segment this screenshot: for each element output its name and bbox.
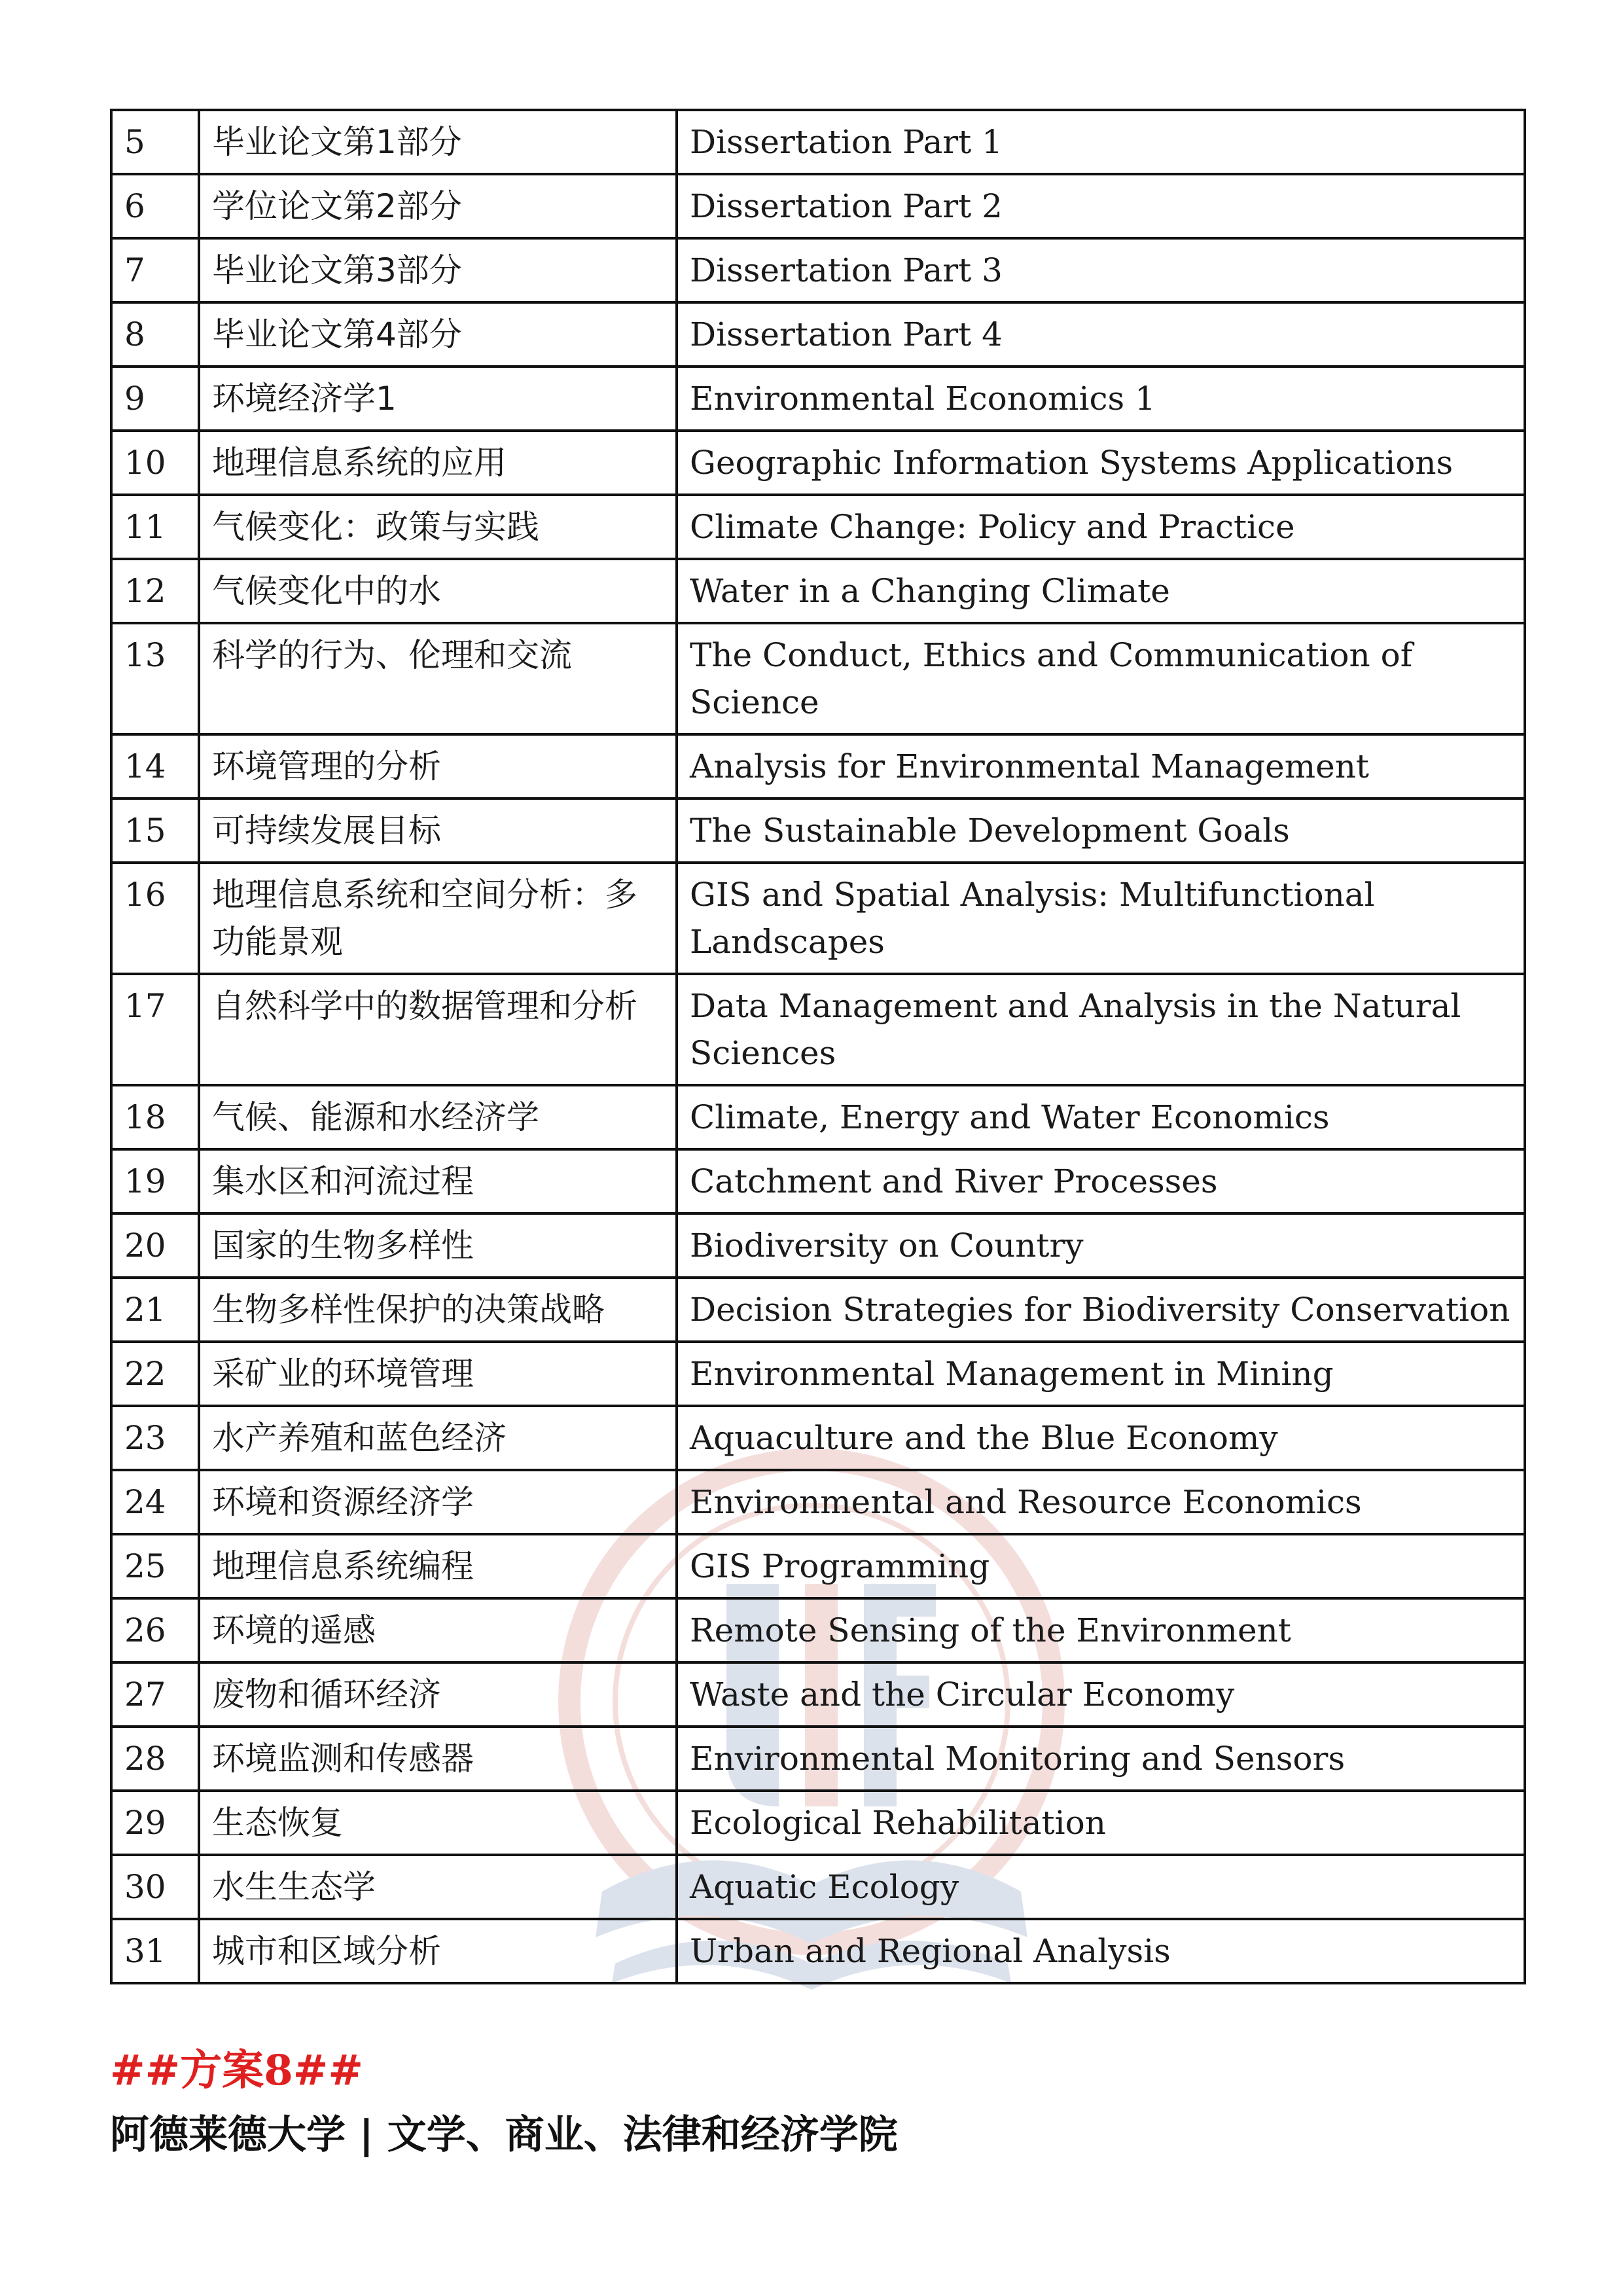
course-name-en-cell: Water in a Changing Climate: [677, 559, 1525, 623]
course-name-zh-cell: 环境经济学1: [199, 367, 677, 431]
course-name-zh-cell: 环境和资源经济学: [199, 1470, 677, 1534]
course-number-cell: 31: [111, 1919, 199, 1983]
course-name-zh-cell: 气候、能源和水经济学: [199, 1085, 677, 1149]
course-number-cell: 17: [111, 974, 199, 1085]
course-name-zh-cell: 自然科学中的数据管理和分析: [199, 974, 677, 1085]
course-name-en-cell: Aquaculture and the Blue Economy: [677, 1406, 1525, 1470]
course-name-zh-cell: 水产养殖和蓝色经济: [199, 1406, 677, 1470]
course-name-zh-cell: 环境的遥感: [199, 1598, 677, 1662]
course-name-en-cell: The Conduct, Ethics and Communication of Science: [677, 623, 1525, 734]
course-name-en-cell: Analysis for Environmental Management: [677, 734, 1525, 798]
table-row: [111, 623, 1525, 734]
course-number-cell: 11: [111, 495, 199, 559]
table-row: [111, 1406, 1525, 1470]
table-row: [111, 559, 1525, 623]
table-row: [111, 974, 1525, 1085]
table-row: [111, 1662, 1525, 1727]
course-number-cell: 30: [111, 1855, 199, 1919]
course-name-en-cell: Aquatic Ecology: [677, 1855, 1525, 1919]
table-row: [111, 1534, 1525, 1598]
course-name-zh-cell: 气候变化中的水: [199, 559, 677, 623]
course-name-en-cell: Catchment and River Processes: [677, 1149, 1525, 1213]
course-name-en-cell: GIS Programming: [677, 1534, 1525, 1598]
table-row: [111, 1213, 1525, 1278]
course-number-cell: 21: [111, 1278, 199, 1342]
table-row: [111, 1598, 1525, 1662]
course-name-en-cell: Dissertation Part 2: [677, 174, 1525, 238]
table-row: [111, 1919, 1525, 1983]
course-number-cell: 5: [111, 110, 199, 174]
course-name-zh-cell: 生态恢复: [199, 1791, 677, 1855]
table-row: [111, 734, 1525, 798]
course-name-en-cell: Environmental Economics 1: [677, 367, 1525, 431]
course-name-zh-cell: 环境管理的分析: [199, 734, 677, 798]
course-name-en-cell: Dissertation Part 3: [677, 238, 1525, 302]
table-row: [111, 302, 1525, 367]
course-name-zh-cell: 毕业论文第1部分: [199, 110, 677, 174]
table-row: [111, 1278, 1525, 1342]
course-number-cell: 23: [111, 1406, 199, 1470]
course-number-cell: 24: [111, 1470, 199, 1534]
course-number-cell: 22: [111, 1342, 199, 1406]
course-name-zh-cell: 集水区和河流过程: [199, 1149, 677, 1213]
table-row: [111, 110, 1525, 174]
course-number-cell: 29: [111, 1791, 199, 1855]
course-name-zh-cell: 环境监测和传感器: [199, 1727, 677, 1791]
course-name-en-cell: GIS and Spatial Analysis: Multifunctional Landscapes: [677, 863, 1525, 974]
course-name-zh-cell: 学位论文第2部分: [199, 174, 677, 238]
plan-title: ##方案8##: [110, 2046, 364, 2095]
course-number-cell: 12: [111, 559, 199, 623]
course-name-en-cell: Climate, Energy and Water Economics: [677, 1085, 1525, 1149]
course-number-cell: 20: [111, 1213, 199, 1278]
course-name-en-cell: Environmental Monitoring and Sensors: [677, 1727, 1525, 1791]
course-name-en-cell: Geographic Information Systems Applications: [677, 431, 1525, 495]
course-name-en-cell: Data Management and Analysis in the Natural Sciences: [677, 974, 1525, 1085]
course-name-zh-cell: 城市和区域分析: [199, 1919, 677, 1983]
course-number-cell: 14: [111, 734, 199, 798]
table-row: [111, 1342, 1525, 1406]
course-name-en-cell: Urban and Regional Analysis: [677, 1919, 1525, 1983]
table-row: [111, 174, 1525, 238]
table-row: [111, 863, 1525, 974]
course-number-cell: 26: [111, 1598, 199, 1662]
table-row: [111, 1085, 1525, 1149]
course-number-cell: 7: [111, 238, 199, 302]
course-number-cell: 10: [111, 431, 199, 495]
course-number-cell: 16: [111, 863, 199, 974]
course-name-zh-cell: 地理信息系统和空间分析：多功能景观: [199, 863, 677, 974]
course-name-zh-cell: 毕业论文第3部分: [199, 238, 677, 302]
course-name-en-cell: Environmental and Resource Economics: [677, 1470, 1525, 1534]
courses-table-body: [111, 110, 1525, 1983]
course-name-zh-cell: 可持续发展目标: [199, 798, 677, 863]
course-name-zh-cell: 生物多样性保护的决策战略: [199, 1278, 677, 1342]
course-name-en-cell: Remote Sensing of the Environment: [677, 1598, 1525, 1662]
table-row: [111, 1470, 1525, 1534]
course-name-zh-cell: 气候变化：政策与实践: [199, 495, 677, 559]
course-number-cell: 9: [111, 367, 199, 431]
course-name-en-cell: Waste and the Circular Economy: [677, 1662, 1525, 1727]
table-row: [111, 238, 1525, 302]
course-name-en-cell: Dissertation Part 4: [677, 302, 1525, 367]
table-row: [111, 798, 1525, 863]
table-row: [111, 1791, 1525, 1855]
course-name-zh-cell: 采矿业的环境管理: [199, 1342, 677, 1406]
course-number-cell: 8: [111, 302, 199, 367]
course-number-cell: 28: [111, 1727, 199, 1791]
course-number-cell: 25: [111, 1534, 199, 1598]
course-number-cell: 13: [111, 623, 199, 734]
course-name-zh-cell: 科学的行为、伦理和交流: [199, 623, 677, 734]
course-number-cell: 19: [111, 1149, 199, 1213]
course-number-cell: 18: [111, 1085, 199, 1149]
course-name-zh-cell: 国家的生物多样性: [199, 1213, 677, 1278]
course-name-zh-cell: 水生生态学: [199, 1855, 677, 1919]
course-name-zh-cell: 毕业论文第4部分: [199, 302, 677, 367]
course-number-cell: 15: [111, 798, 199, 863]
table-row: [111, 431, 1525, 495]
university-faculty-footer: 阿德莱德大学 | 文学、商业、法律和经济学院: [110, 2112, 898, 2158]
course-name-en-cell: The Sustainable Development Goals: [677, 798, 1525, 863]
table-row: [111, 1727, 1525, 1791]
table-row: [111, 367, 1525, 431]
table-row: [111, 495, 1525, 559]
course-number-cell: 27: [111, 1662, 199, 1727]
course-name-en-cell: Biodiversity on Country: [677, 1213, 1525, 1278]
course-name-zh-cell: 废物和循环经济: [199, 1662, 677, 1727]
table-row: [111, 1149, 1525, 1213]
course-name-zh-cell: 地理信息系统编程: [199, 1534, 677, 1598]
course-name-en-cell: Environmental Management in Mining: [677, 1342, 1525, 1406]
course-name-en-cell: Ecological Rehabilitation: [677, 1791, 1525, 1855]
course-name-en-cell: Dissertation Part 1: [677, 110, 1525, 174]
course-name-en-cell: Decision Strategies for Biodiversity Conservation: [677, 1278, 1525, 1342]
course-number-cell: 6: [111, 174, 199, 238]
course-name-en-cell: Climate Change: Policy and Practice: [677, 495, 1525, 559]
course-name-zh-cell: 地理信息系统的应用: [199, 431, 677, 495]
courses-table: [110, 109, 1526, 1984]
table-row: [111, 1855, 1525, 1919]
